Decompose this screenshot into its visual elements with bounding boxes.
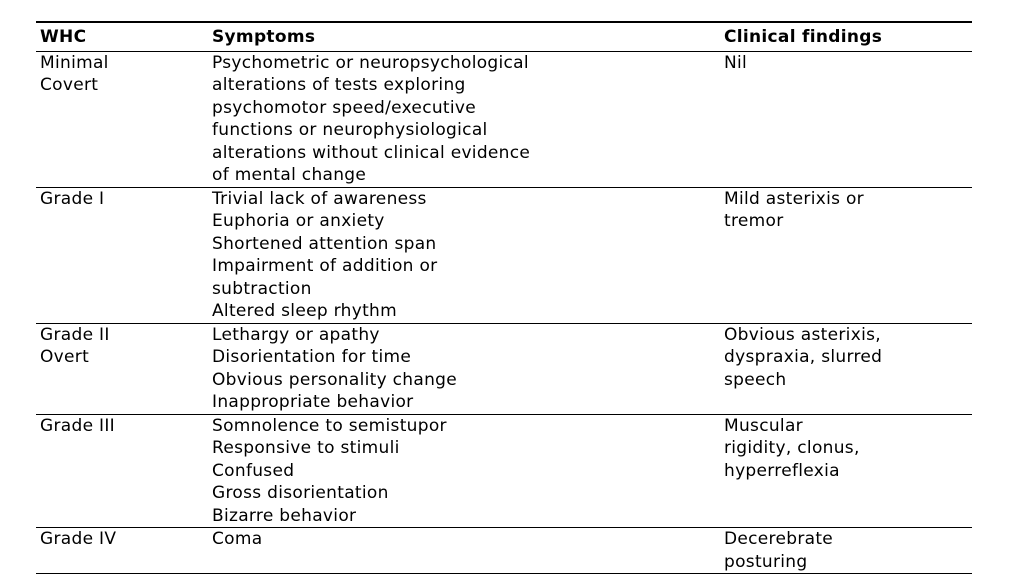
clinical-findings-cell [724, 415, 972, 528]
cell-line: Somnolence to semistupor [212, 415, 447, 436]
cell-line: Confused [212, 460, 295, 481]
symptoms-cell [212, 528, 724, 573]
cell-line: Coma [212, 529, 263, 549]
cell-line: Mild asterixis or [724, 188, 864, 209]
cell-line: Grade II [40, 324, 110, 345]
cell-line: Impairment of addition or [212, 256, 438, 276]
cell-line: dyspraxia, slurred [724, 347, 883, 367]
cell-line: Grade III [40, 415, 115, 436]
cell-line: posturing [724, 551, 808, 572]
symptoms-cell [212, 415, 724, 528]
cell-line: Disorientation for time [212, 347, 412, 367]
cell-line: Bizarre behavior [212, 505, 357, 526]
whc-cell [36, 188, 212, 323]
table-row [36, 52, 972, 188]
whc-cell [36, 324, 212, 414]
cell-line: Minimal [40, 52, 109, 73]
table-row [36, 528, 972, 574]
table-row [36, 415, 972, 529]
cell-line: hyperreflexia [724, 460, 840, 481]
cell-line: Psychometric or neuropsychological [212, 52, 529, 73]
table-row [36, 188, 972, 324]
header-symptoms: Symptoms [212, 27, 316, 47]
cell-line: psychomotor speed/executive [212, 97, 477, 118]
whc-grading-table [36, 21, 972, 574]
cell-line: alterations of tests exploring [212, 75, 466, 95]
cell-line: Grade IV [40, 529, 117, 549]
cell-line: Inappropriate behavior [212, 392, 414, 412]
cell-line: functions or neurophysiological [212, 120, 488, 140]
clinical-findings-cell [724, 528, 972, 573]
header-whc: WHC [40, 27, 87, 47]
table-header-row [36, 23, 972, 52]
cell-line: Decerebrate [724, 529, 834, 549]
cell-line: Responsive to stimuli [212, 438, 400, 458]
clinical-findings-cell [724, 52, 972, 187]
clinical-findings-cell [724, 324, 972, 414]
cell-line: Nil [724, 52, 748, 73]
cell-line: Altered sleep rhythm [212, 301, 397, 321]
header-clinical-findings: Clinical findings [724, 27, 883, 47]
cell-line: tremor [724, 211, 784, 231]
cell-line: rigidity, clonus, [724, 438, 860, 458]
symptoms-cell [212, 324, 724, 414]
cell-line: of mental change [212, 165, 367, 185]
cell-line: subtraction [212, 278, 312, 299]
table-row [36, 324, 972, 415]
cell-line: Overt [40, 347, 90, 367]
cell-line: Obvious asterixis, [724, 324, 881, 345]
cell-line: alterations without clinical evidence [212, 142, 531, 163]
cell-line: Lethargy or apathy [212, 324, 380, 345]
cell-line: speech [724, 369, 787, 390]
cell-line: Euphoria or anxiety [212, 211, 385, 231]
symptoms-cell [212, 188, 724, 323]
clinical-findings-cell [724, 188, 972, 323]
cell-line: Gross disorientation [212, 483, 389, 503]
table-body [36, 52, 972, 575]
cell-line: Trivial lack of awareness [212, 188, 427, 209]
cell-line: Obvious personality change [212, 369, 458, 390]
whc-cell [36, 528, 212, 573]
whc-cell [36, 52, 212, 187]
cell-line: Grade I [40, 188, 105, 209]
cell-line: Shortened attention span [212, 233, 437, 254]
whc-cell [36, 415, 212, 528]
symptoms-cell [212, 52, 724, 187]
cell-line: Covert [40, 75, 99, 95]
cell-line: Muscular [724, 415, 803, 436]
